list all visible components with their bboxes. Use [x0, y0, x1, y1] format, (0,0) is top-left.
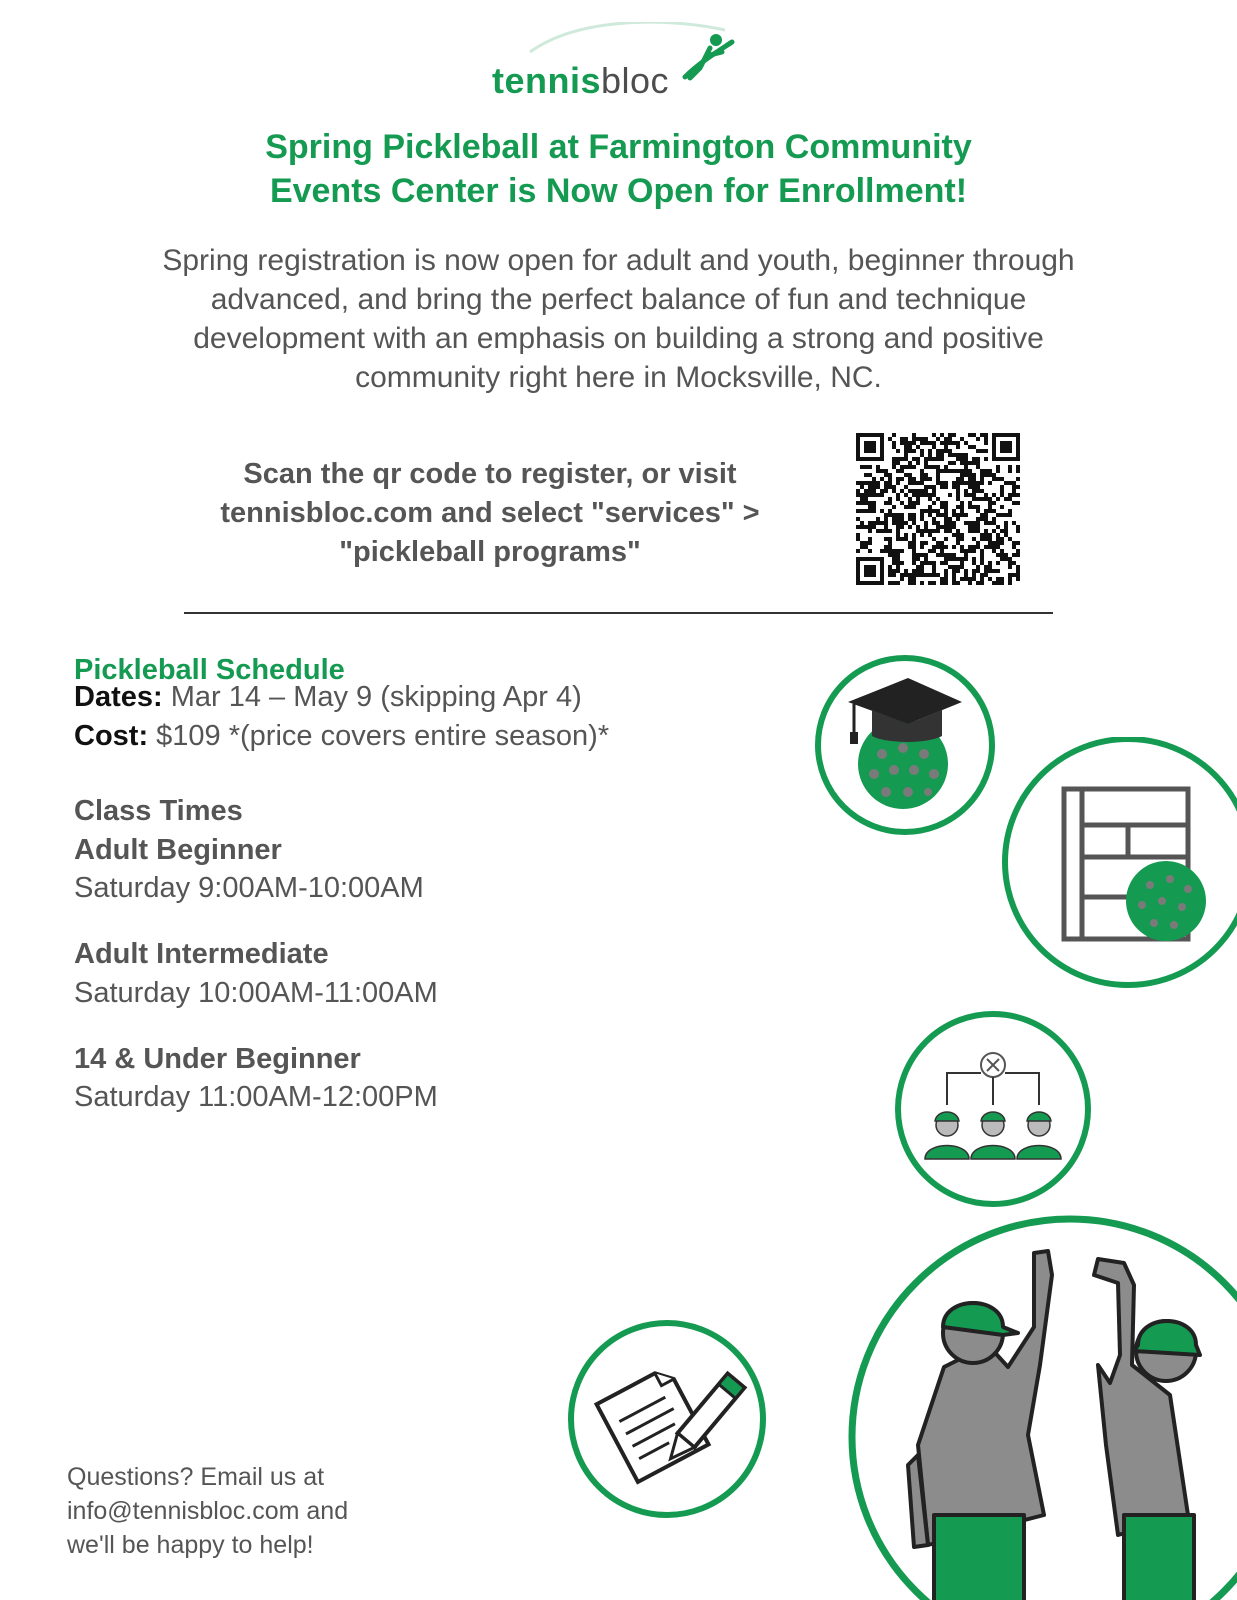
footer-line: we'll be happy to help!	[67, 1531, 314, 1559]
schedule-heading: Pickleball Schedule	[74, 654, 345, 686]
team-bracket-icon	[893, 1009, 1093, 1209]
graduation-ball-icon	[812, 652, 998, 838]
footer-line: Questions? Email us at	[67, 1463, 325, 1491]
scan-line: Scan the qr code to register, or visit	[243, 458, 737, 490]
scan-line: "pickleball programs"	[339, 536, 641, 568]
class-name: Adult Beginner	[74, 834, 282, 866]
class-time: Saturday 10:00AM-11:00AM	[74, 977, 438, 1009]
class-times-heading: Class Times	[74, 795, 243, 827]
headline-line-2: Events Center is Now Open for Enrollment!	[269, 172, 968, 210]
intro-paragraph	[110, 241, 1127, 397]
intro-line: advanced, and bring the perfect balance of fun and technique	[210, 283, 1027, 316]
cost-label: Cost:	[74, 720, 149, 752]
class-time: Saturday 11:00AM-12:00PM	[74, 1081, 438, 1113]
cost-value: $109 *(price covers entire season)*	[148, 720, 610, 752]
footer-line: info@tennisbloc.com and	[67, 1497, 349, 1525]
intro-line: community right here in Mocksville, NC.	[355, 361, 882, 394]
scan-instructions	[160, 455, 820, 572]
scan-line: tennisbloc.com and select "services" >	[220, 497, 760, 529]
intro-line: development with an emphasis on building a strong and positive	[193, 322, 1044, 355]
logo-text: tennisbloc	[492, 60, 670, 101]
headline	[140, 125, 1097, 213]
celebrating-players-icon	[848, 1215, 1237, 1600]
court-icon	[1000, 737, 1237, 993]
intro-line: Spring registration is now open for adult and youth, beginner through	[162, 244, 1075, 277]
qr-code[interactable]	[856, 433, 1020, 585]
headline-line-1: Spring Pickleball at Farmington Community	[265, 128, 972, 166]
class-time: Saturday 9:00AM-10:00AM	[74, 872, 424, 904]
dates-label: Dates:	[74, 681, 163, 713]
cost-line	[74, 720, 609, 753]
dates-value: Mar 14 – May 9 (skipping Apr 4)	[162, 681, 582, 713]
dates-line	[74, 681, 582, 714]
class-name: Adult Intermediate	[74, 938, 329, 970]
brand-logo	[0, 22, 1237, 101]
divider	[184, 612, 1053, 614]
contact-footer	[67, 1460, 407, 1562]
registration-form-icon	[566, 1318, 768, 1520]
class-name: 14 & Under Beginner	[74, 1043, 361, 1075]
